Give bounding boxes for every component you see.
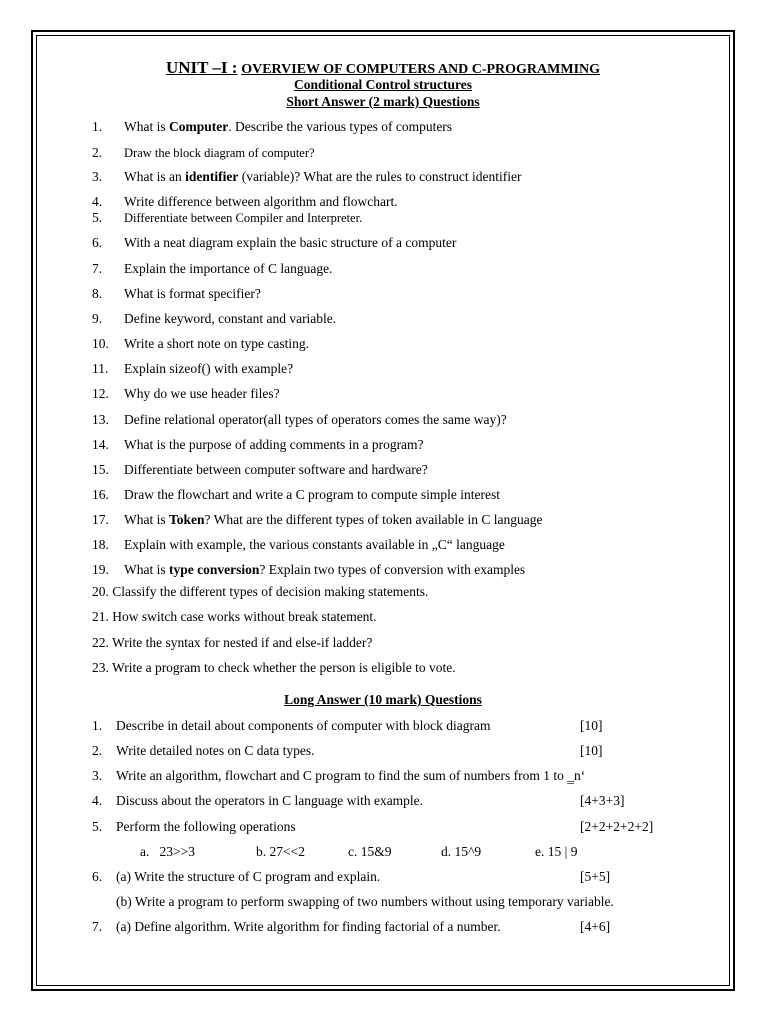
page-title bbox=[36, 58, 730, 78]
short-question-21: 21. How switch case works without break statement. bbox=[92, 609, 377, 624]
operation-b: b. 27<<2 bbox=[256, 844, 305, 859]
operation-e: e. 15 | 9 bbox=[535, 844, 578, 859]
marks-label: [2+2+2+2+2] bbox=[580, 819, 654, 834]
operation-d: d. 15^9 bbox=[441, 844, 482, 859]
short-answer-heading: Short Answer (2 mark) Questions bbox=[286, 94, 480, 109]
unit-title: OVERVIEW OF COMPUTERS AND C-PROGRAMMING bbox=[241, 62, 601, 77]
marks-label: [4+3+3] bbox=[580, 793, 625, 808]
short-question-22: 22. Write the syntax for nested if and else-if ladder? bbox=[92, 635, 373, 650]
long-answer-heading: Long Answer (10 mark) Questions bbox=[284, 692, 482, 707]
short-question-23: 23. Write a program to check whether the person is eligible to vote. bbox=[92, 660, 456, 675]
subtitle: Conditional Control structures bbox=[293, 77, 472, 92]
marks-label: [4+6] bbox=[580, 919, 611, 934]
operation-c: c. 15&9 bbox=[348, 844, 392, 859]
operation-a: a. 23>>3 bbox=[140, 844, 195, 859]
short-question-20: 20. Classify the different types of decision making statements. bbox=[92, 584, 429, 599]
unit-label: UNIT –I : bbox=[165, 58, 238, 77]
marks-label: [10] bbox=[580, 718, 603, 733]
marks-label: [5+5] bbox=[580, 869, 611, 884]
marks-label: [10] bbox=[580, 743, 603, 758]
